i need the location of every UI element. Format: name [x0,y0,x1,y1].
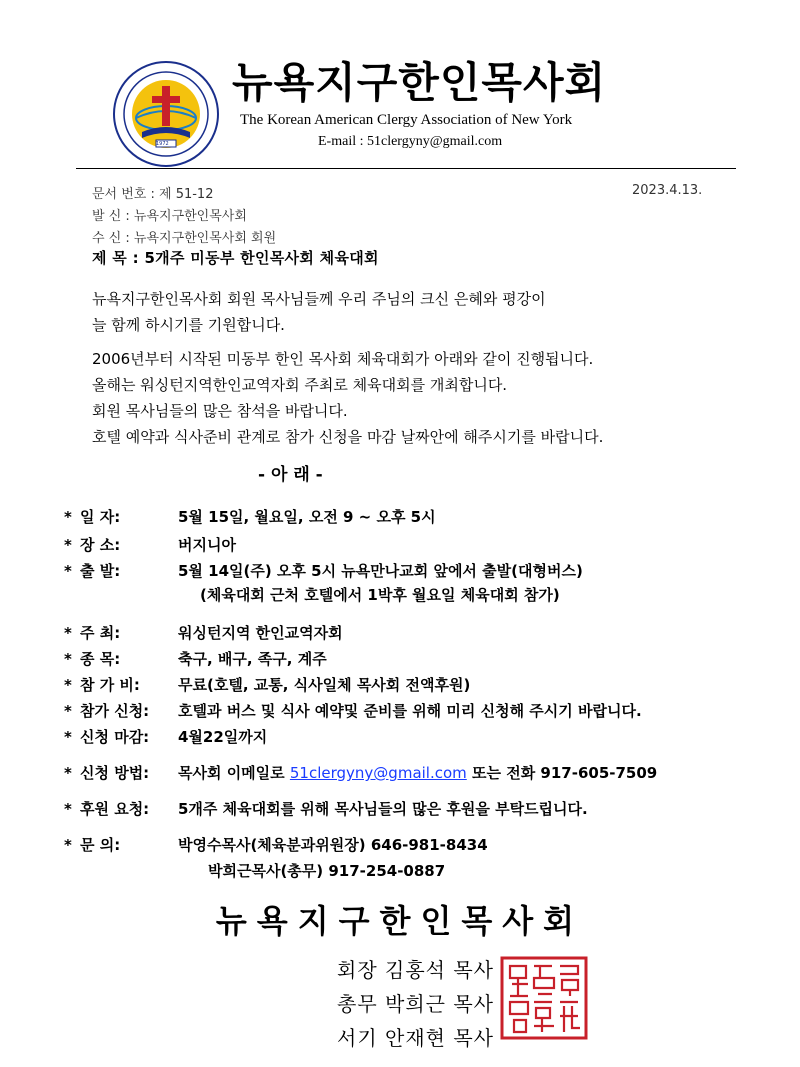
detail-label: 일 자: [80,508,121,526]
detail-value [178,762,657,783]
detail-support [64,798,588,819]
inquiry-second-contact: 박희근목사(총무) 917-254-0887 [208,862,446,880]
detail-label: 주 최: [80,624,121,642]
detail-value: 버지니아 [178,536,236,554]
footer-org-title: 뉴욕지구한인목사회 [215,902,585,940]
bullet-star: * [64,562,72,580]
detail-value: 4월22일까지 [178,728,268,746]
bullet-star: * [64,536,72,554]
clergy-association-logo [112,60,220,168]
detail-value: 워싱턴지역 한인교역자회 [178,624,343,642]
details-heading: - 아 래 - [258,465,323,485]
detail-value: 호텔과 버스 및 식사 예약및 준비를 위해 미리 신청해 주시기 바랍니다. [178,702,642,720]
detail-inquiry [64,834,488,855]
document-number: 문서 번호 : 제 51-12 [92,187,214,202]
bullet-star: * [64,508,72,526]
detail-label: 참 가 비: [80,676,140,694]
body-line: 호텔 예약과 식사준비 관계로 참가 신청을 마감 날짜안에 해주시기를 바랍니다. [92,428,604,446]
subject: 제 목 : 5개주 미동부 한인목사회 체육대회 [92,249,379,267]
detail-method [64,762,657,783]
method-text: 목사회 이메일로 [178,764,290,782]
recipient: 수 신 : 뉴욕지구한인목사회 회원 [92,231,277,246]
greeting [92,286,546,338]
header-divider [76,168,736,169]
officer-president: 회장 김홍석 목사 [337,958,494,982]
detail-date [64,506,436,527]
detail-place [64,534,236,555]
detail-value: 축구, 배구, 족구, 계주 [178,650,327,668]
officer-clerk: 서기 안재현 목사 [337,1026,494,1050]
detail-value: 5개주 체육대회를 위해 목사님들의 많은 후원을 부탁드립니다. [178,800,588,818]
document-date: 2023.4.13. [632,183,703,198]
method-phone-text: 또는 전화 917-605-7509 [466,764,658,782]
official-seal [500,956,588,1040]
detail-value: 박영수목사(체육분과위원장) 646-981-8434 [178,836,488,854]
bullet-star: * [64,836,72,854]
detail-departure [64,560,583,581]
bullet-star: * [64,624,72,642]
detail-label: 후원 요청: [80,800,150,818]
detail-deadline [64,726,267,747]
bullet-star: * [64,676,72,694]
bullet-star: * [64,728,72,746]
bullet-star: * [64,650,72,668]
logo-year: 1972 [156,141,169,147]
detail-label: 신청 방법: [80,764,150,782]
detail-label: 종 목: [80,650,121,668]
detail-label: 장 소: [80,536,121,554]
officer-secretary-general: 총무 박희근 목사 [337,992,494,1016]
detail-registration [64,700,642,721]
org-email: E-mail : 51clergyny@gmail.com [318,134,503,149]
detail-host [64,622,343,643]
detail-value: 무료(호텔, 교통, 식사일체 목사회 전액후원) [178,676,471,694]
detail-events [64,648,327,669]
detail-label: 신청 마감: [80,728,150,746]
greeting-line: 늘 함께 하시기를 기원합니다. [92,316,285,334]
sender: 발 신 : 뉴욕지구한인목사회 [92,209,247,224]
email-link[interactable]: 51clergyny@gmail.com [289,764,467,782]
body-paragraph [92,346,603,450]
body-line: 올해는 워싱턴지역한인교역자회 주최로 체육대회를 개최합니다. [92,376,508,394]
body-line: 2006년부터 시작된 미동부 한인 목사회 체육대회가 아래와 같이 진행됩니다. [92,350,594,368]
departure-note: (체육대회 근처 호텔에서 1박후 월요일 체육대회 참가) [200,586,560,604]
bullet-star: * [64,800,72,818]
detail-value: 5월 15일, 월요일, 오전 9 ~ 오후 5시 [178,508,436,526]
bullet-star: * [64,702,72,720]
detail-label: 문 의: [80,836,121,854]
detail-label: 출 발: [80,562,121,580]
org-english-name: The Korean American Clergy Association of New York [240,112,573,128]
org-title: 뉴욕지구한인목사회 [232,58,607,107]
body-line: 회원 목사님들의 많은 참석을 바랍니다. [92,402,348,420]
detail-fee [64,674,470,695]
detail-label: 참가 신청: [80,702,150,720]
greeting-line: 뉴욕지구한인목사회 회원 목사님들께 우리 주님의 크신 은혜와 평강이 [92,290,546,308]
bullet-star: * [64,764,72,782]
detail-value: 5월 14일(주) 오후 5시 뉴욕만나교회 앞에서 출발(대형버스) [178,562,583,580]
